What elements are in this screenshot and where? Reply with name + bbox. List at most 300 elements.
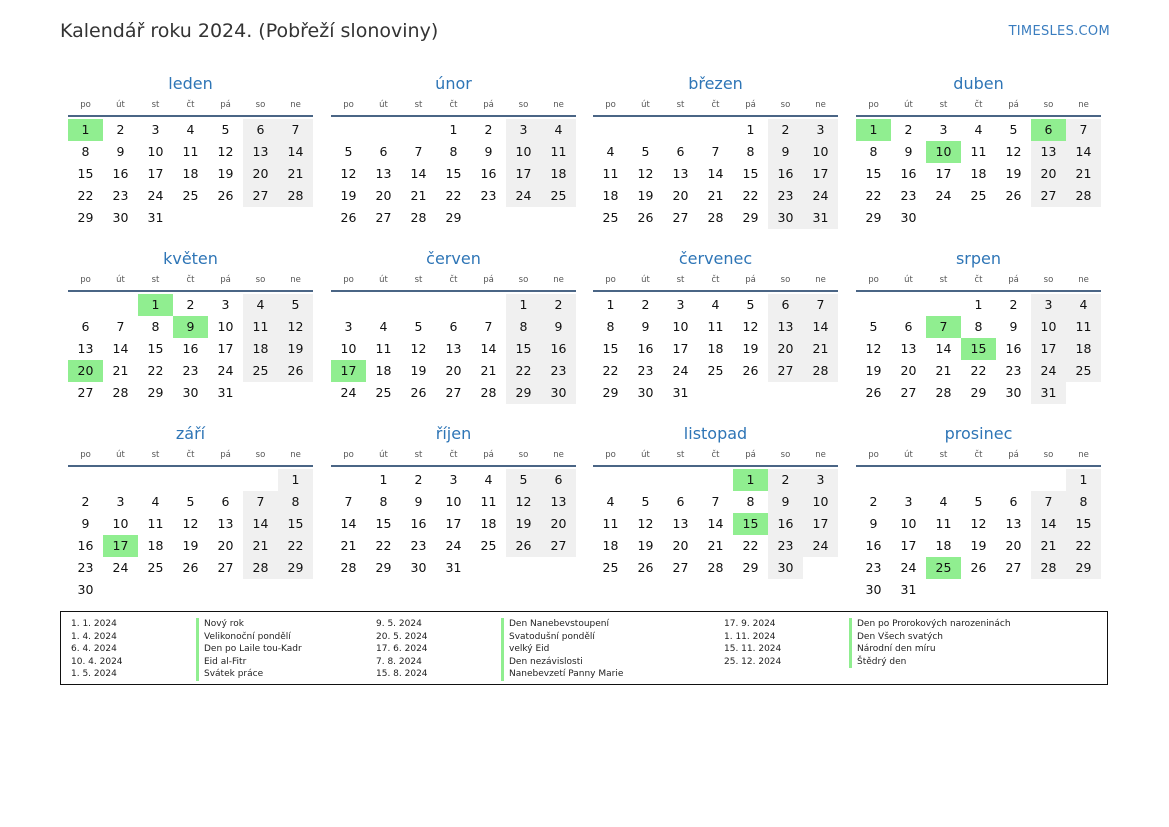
day-cell: 6 (676, 494, 685, 509)
day-cell: 11 (935, 516, 952, 531)
day-cell: 9 (81, 516, 90, 531)
day-cell: 13 (1005, 516, 1022, 531)
day-cell: 4 (974, 122, 983, 137)
weekday-label: ne (815, 100, 826, 110)
empty-cell (436, 294, 471, 316)
day-cell: 20 (1005, 538, 1022, 553)
weekday-label: út (116, 450, 125, 460)
day-cell: 15 (1066, 513, 1101, 535)
weekday-header (331, 95, 576, 117)
empty-cell (401, 294, 436, 316)
empty-cell (698, 119, 733, 141)
day-cell: 27 (768, 360, 803, 382)
weekday-label: so (518, 100, 529, 110)
day-cell: 7 (484, 319, 493, 334)
day-cell: 13 (541, 491, 576, 513)
day-cell: 13 (217, 516, 234, 531)
legend-row (724, 656, 1157, 669)
day-cell: 24 (217, 363, 234, 378)
day-cell: 12 (1005, 144, 1022, 159)
day-cell: 22 (742, 538, 759, 553)
month-name: únor (435, 74, 472, 93)
day-cell: 22 (970, 363, 987, 378)
day-grid (856, 294, 1101, 404)
day-cell: 13 (445, 341, 462, 356)
weekday-label: so (1043, 275, 1054, 285)
day-cell: 22 (375, 538, 392, 553)
day-cell: 7 (711, 494, 720, 509)
day-cell: 30 (637, 385, 654, 400)
day-cell: 11 (707, 319, 724, 334)
day-cell: 3 (151, 122, 160, 137)
day-cell: 27 (217, 560, 234, 575)
day-cell: 5 (869, 319, 878, 334)
weekday-label: ne (553, 100, 564, 110)
holiday-date: 15. 11. 2024 (724, 644, 782, 654)
day-grid (331, 119, 576, 229)
month-name: duben (953, 74, 1004, 93)
day-cell: 24 (147, 188, 164, 203)
day-cell: 27 (900, 385, 917, 400)
empty-cell (331, 119, 366, 141)
weekday-label: út (641, 100, 650, 110)
day-cell: 8 (974, 319, 983, 334)
day-cell: 29 (742, 560, 759, 575)
legend-row (376, 668, 809, 681)
day-cell: 16 (768, 163, 803, 185)
weekday-label: ne (815, 450, 826, 460)
weekday-label: st (151, 450, 160, 460)
weekday-label: pá (1008, 450, 1019, 460)
day-cell: 14 (243, 513, 278, 535)
day-cell: 20 (768, 338, 803, 360)
day-cell: 25 (375, 385, 392, 400)
weekday-label: pá (483, 100, 494, 110)
day-cell: 21 (707, 188, 724, 203)
day-cell: 12 (865, 341, 882, 356)
holiday-day-cell: 6 (1031, 119, 1066, 141)
day-cell: 9 (904, 144, 913, 159)
legend-row (724, 618, 1157, 631)
holiday-legend (60, 611, 1108, 685)
holiday-date: 9. 5. 2024 (376, 619, 422, 629)
day-cell: 2 (768, 469, 803, 491)
weekday-label: so (518, 275, 529, 285)
holiday-name: velký Eid (501, 643, 809, 656)
day-cell: 11 (541, 141, 576, 163)
day-cell: 12 (278, 316, 313, 338)
day-cell: 10 (147, 144, 164, 159)
day-cell: 1 (449, 122, 458, 137)
day-cell: 20 (217, 538, 234, 553)
day-grid (331, 294, 576, 404)
day-cell: 27 (445, 385, 462, 400)
day-grid (68, 469, 313, 601)
weekday-label: pá (220, 100, 231, 110)
day-cell: 12 (742, 319, 759, 334)
day-cell: 12 (506, 491, 541, 513)
weekday-label: út (904, 275, 913, 285)
day-cell: 23 (410, 538, 427, 553)
day-cell: 13 (768, 316, 803, 338)
day-cell: 28 (1066, 185, 1101, 207)
day-cell: 12 (182, 516, 199, 531)
weekday-label: po (868, 100, 879, 110)
day-cell: 23 (541, 360, 576, 382)
weekday-label: pá (220, 275, 231, 285)
weekday-label: út (641, 450, 650, 460)
day-cell: 21 (243, 535, 278, 557)
day-cell: 18 (970, 166, 987, 181)
day-cell: 9 (768, 141, 803, 163)
empty-cell (68, 294, 103, 316)
month-name: leden (168, 74, 213, 93)
weekday-label: út (379, 450, 388, 460)
day-cell: 28 (707, 210, 724, 225)
day-cell: 27 (1031, 185, 1066, 207)
month-12 (856, 423, 1101, 601)
day-cell: 15 (506, 338, 541, 360)
holiday-date: 15. 8. 2024 (376, 669, 428, 679)
month-name: září (175, 424, 206, 443)
day-cell: 28 (480, 385, 497, 400)
holiday-date: 17. 6. 2024 (376, 644, 428, 654)
day-cell: 18 (147, 538, 164, 553)
holiday-date: 17. 9. 2024 (724, 619, 776, 629)
day-cell: 12 (340, 166, 357, 181)
day-cell: 4 (939, 494, 948, 509)
holiday-day-cell: 7 (926, 316, 961, 338)
day-cell: 20 (445, 363, 462, 378)
weekday-header (593, 445, 838, 467)
weekday-label: so (1043, 450, 1054, 460)
day-cell: 6 (676, 144, 685, 159)
day-cell: 6 (1009, 494, 1018, 509)
holiday-date: 10. 4. 2024 (71, 656, 123, 667)
day-cell: 19 (182, 538, 199, 553)
day-cell: 30 (541, 382, 576, 404)
day-cell: 27 (1005, 560, 1022, 575)
month-name: červen (426, 249, 481, 268)
day-cell: 23 (182, 363, 199, 378)
day-cell: 2 (186, 297, 195, 312)
day-cell: 16 (865, 538, 882, 553)
day-cell: 10 (1031, 316, 1066, 338)
weekday-header (593, 270, 838, 292)
holiday-date: 1. 4. 2024 (71, 631, 117, 642)
day-cell: 10 (672, 319, 689, 334)
weekday-header (856, 270, 1101, 292)
holiday-name: Eid al-Fitr (196, 656, 504, 669)
weekday-label: so (255, 100, 266, 110)
weekday-label: út (379, 275, 388, 285)
page-title: Kalendář roku 2024. (Pobřeží slonoviny) (60, 20, 439, 42)
weekday-label: čt (711, 275, 720, 285)
holiday-day-cell: 10 (926, 141, 961, 163)
day-cell: 6 (904, 319, 913, 334)
day-cell: 25 (182, 188, 199, 203)
day-cell: 8 (506, 316, 541, 338)
day-cell: 15 (147, 341, 164, 356)
weekday-label: po (868, 450, 879, 460)
weekday-label: pá (220, 450, 231, 460)
day-cell: 6 (221, 494, 230, 509)
day-cell: 15 (77, 166, 94, 181)
holiday-day-cell: 9 (173, 316, 208, 338)
empty-cell (926, 469, 961, 491)
day-cell: 14 (803, 316, 838, 338)
weekday-label: čt (449, 100, 458, 110)
day-cell: 14 (1066, 141, 1101, 163)
day-cell: 7 (1066, 119, 1101, 141)
day-cell: 16 (541, 338, 576, 360)
day-cell: 2 (414, 472, 423, 487)
holiday-name: Den po Prorokových narozeninách (849, 618, 1157, 631)
day-cell: 22 (77, 188, 94, 203)
day-cell: 16 (77, 538, 94, 553)
empty-cell (698, 469, 733, 491)
day-cell: 17 (803, 163, 838, 185)
weekday-label: po (80, 275, 91, 285)
empty-cell (243, 469, 278, 491)
empty-cell (891, 469, 926, 491)
empty-cell (628, 119, 663, 141)
day-cell: 17 (672, 341, 689, 356)
day-cell: 10 (803, 491, 838, 513)
empty-cell (208, 469, 243, 491)
day-cell: 19 (506, 513, 541, 535)
day-cell: 5 (278, 294, 313, 316)
weekday-label: po (343, 275, 354, 285)
day-cell: 16 (410, 516, 427, 531)
day-cell: 4 (151, 494, 160, 509)
day-cell: 27 (672, 560, 689, 575)
empty-cell (593, 119, 628, 141)
day-cell: 27 (672, 210, 689, 225)
day-cell: 28 (278, 185, 313, 207)
day-cell: 26 (182, 560, 199, 575)
day-grid (593, 294, 838, 404)
day-cell: 14 (480, 341, 497, 356)
day-cell: 11 (602, 516, 619, 531)
day-cell: 23 (768, 185, 803, 207)
day-cell: 3 (116, 494, 125, 509)
day-cell: 4 (541, 119, 576, 141)
day-cell: 12 (637, 166, 654, 181)
day-cell: 23 (865, 560, 882, 575)
day-cell: 30 (900, 210, 917, 225)
day-grid (856, 469, 1101, 601)
day-cell: 28 (803, 360, 838, 382)
day-cell: 21 (1066, 163, 1101, 185)
day-cell: 26 (865, 385, 882, 400)
day-cell: 24 (803, 535, 838, 557)
empty-cell (663, 119, 698, 141)
empty-cell (366, 294, 401, 316)
month-4 (856, 73, 1101, 229)
empty-cell (856, 469, 891, 491)
weekday-label: st (151, 100, 160, 110)
day-cell: 21 (410, 188, 427, 203)
weekday-label: st (414, 100, 423, 110)
day-cell: 19 (340, 188, 357, 203)
day-cell: 19 (217, 166, 234, 181)
day-cell: 5 (641, 144, 650, 159)
day-cell: 9 (768, 491, 803, 513)
day-cell: 19 (278, 338, 313, 360)
holiday-date: 25. 12. 2024 (724, 656, 782, 667)
month-1 (68, 73, 313, 229)
holiday-name: Svátek práce (196, 668, 504, 681)
day-cell: 29 (865, 210, 882, 225)
day-cell: 17 (900, 538, 917, 553)
day-cell: 15 (375, 516, 392, 531)
weekday-label: čt (449, 275, 458, 285)
weekday-label: st (414, 450, 423, 460)
empty-cell (961, 469, 996, 491)
day-cell: 26 (506, 535, 541, 557)
day-cell: 17 (217, 341, 234, 356)
day-cell: 9 (414, 494, 423, 509)
day-cell: 22 (865, 188, 882, 203)
day-cell: 6 (768, 294, 803, 316)
day-cell: 16 (900, 166, 917, 181)
empty-cell (628, 469, 663, 491)
day-cell: 6 (541, 469, 576, 491)
day-cell: 2 (904, 122, 913, 137)
month-name: říjen (435, 424, 472, 443)
day-cell: 28 (340, 560, 357, 575)
weekday-label: čt (186, 450, 195, 460)
day-cell: 3 (1031, 294, 1066, 316)
day-cell: 2 (641, 297, 650, 312)
weekday-label: st (151, 275, 160, 285)
day-cell: 8 (606, 319, 615, 334)
day-cell: 25 (602, 560, 619, 575)
weekday-label: po (605, 450, 616, 460)
day-cell: 26 (1005, 188, 1022, 203)
day-cell: 5 (344, 144, 353, 159)
day-cell: 1 (379, 472, 388, 487)
day-cell: 11 (243, 316, 278, 338)
empty-cell (103, 294, 138, 316)
holiday-name: Svatodušní pondělí (501, 631, 809, 644)
day-cell: 28 (707, 560, 724, 575)
weekday-label: st (676, 100, 685, 110)
day-cell: 3 (676, 297, 685, 312)
day-cell: 29 (77, 210, 94, 225)
day-cell: 20 (243, 163, 278, 185)
weekday-label: pá (1008, 275, 1019, 285)
holiday-name: Nanebevzetí Panny Marie (501, 668, 809, 681)
day-cell: 20 (375, 188, 392, 203)
day-cell: 18 (935, 538, 952, 553)
day-cell: 10 (217, 319, 234, 334)
day-cell: 21 (803, 338, 838, 360)
day-cell: 10 (445, 494, 462, 509)
day-cell: 9 (641, 319, 650, 334)
day-cell: 18 (182, 166, 199, 181)
day-cell: 22 (742, 188, 759, 203)
weekday-header (68, 95, 313, 117)
weekday-label: ne (290, 275, 301, 285)
month-name: březen (688, 74, 743, 93)
day-cell: 29 (970, 385, 987, 400)
day-cell: 20 (900, 363, 917, 378)
weekday-label: st (939, 275, 948, 285)
day-cell: 4 (1066, 294, 1101, 316)
day-cell: 24 (340, 385, 357, 400)
day-cell: 4 (186, 122, 195, 137)
month-name: prosinec (944, 424, 1013, 443)
empty-cell (996, 469, 1031, 491)
day-cell: 5 (641, 494, 650, 509)
day-cell: 21 (935, 363, 952, 378)
legend-column (724, 618, 1157, 668)
weekday-label: ne (553, 450, 564, 460)
day-cell: 30 (1005, 385, 1022, 400)
day-cell: 27 (375, 210, 392, 225)
brand-link[interactable]: TIMESLES.COM (1008, 24, 1110, 39)
day-cell: 21 (112, 363, 129, 378)
weekday-label: so (255, 275, 266, 285)
day-cell: 2 (81, 494, 90, 509)
weekday-label: út (641, 275, 650, 285)
weekday-label: so (780, 275, 791, 285)
day-cell: 1 (278, 469, 313, 491)
day-cell: 14 (707, 516, 724, 531)
day-cell: 5 (746, 297, 755, 312)
day-cell: 4 (711, 297, 720, 312)
legend-row (724, 643, 1157, 656)
day-cell: 1 (746, 122, 755, 137)
weekday-label: so (518, 450, 529, 460)
day-cell: 20 (1031, 163, 1066, 185)
holiday-day-cell: 1 (68, 119, 103, 141)
day-cell: 27 (77, 385, 94, 400)
day-cell: 18 (602, 538, 619, 553)
holiday-day-cell: 1 (733, 469, 768, 491)
day-cell: 22 (506, 360, 541, 382)
day-cell: 15 (278, 513, 313, 535)
day-cell: 8 (869, 144, 878, 159)
day-cell: 24 (112, 560, 129, 575)
day-cell: 16 (637, 341, 654, 356)
month-10 (331, 423, 576, 579)
empty-cell (926, 294, 961, 316)
weekday-label: pá (1008, 100, 1019, 110)
empty-cell (366, 119, 401, 141)
day-cell: 29 (1066, 557, 1101, 579)
day-cell: 28 (112, 385, 129, 400)
day-cell: 19 (1005, 166, 1022, 181)
weekday-label: pá (745, 275, 756, 285)
day-cell: 6 (449, 319, 458, 334)
day-cell: 22 (278, 535, 313, 557)
day-cell: 9 (869, 516, 878, 531)
day-cell: 26 (217, 188, 234, 203)
day-cell: 11 (480, 494, 497, 509)
day-cell: 5 (186, 494, 195, 509)
day-cell: 18 (707, 341, 724, 356)
day-cell: 26 (970, 560, 987, 575)
day-cell: 11 (375, 341, 392, 356)
day-cell: 26 (340, 210, 357, 225)
day-cell: 2 (1009, 297, 1018, 312)
weekday-label: po (343, 100, 354, 110)
day-cell: 12 (217, 144, 234, 159)
weekday-label: so (780, 450, 791, 460)
